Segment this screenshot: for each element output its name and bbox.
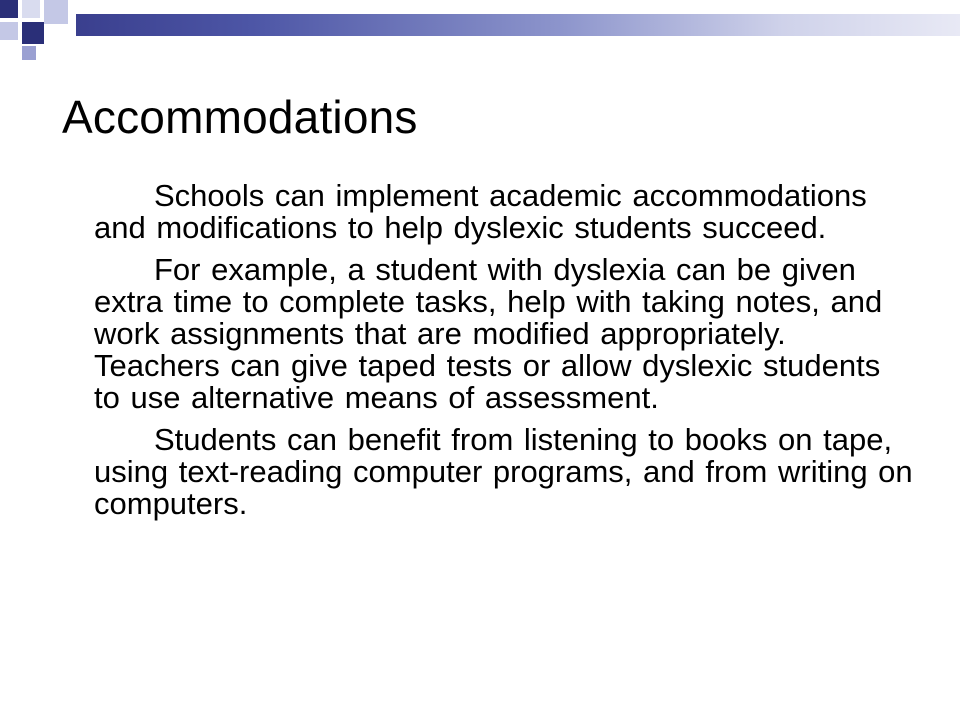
paragraph-accommodations: Schools can implement academic accommodations and modifications to help dyslexic students succeed. [94, 178, 867, 245]
decor-square-icon [22, 22, 44, 44]
decor-square-icon [0, 22, 18, 40]
slide-body [94, 180, 914, 530]
paragraph-example: For example, a student with dyslexia can be given extra time to complete tasks, help with taking notes, and work assignments that are modified appropriately. Teachers can give taped tests or allow dyslexic students to use alternative means of assessment. [94, 252, 883, 415]
decor-square-icon [0, 0, 18, 18]
decor-square-icon [44, 0, 68, 24]
slide-title: Accommodations [62, 91, 418, 143]
paragraph-benefits: Students can benefit from listening to books on tape, using text-reading computer programs, and from writing on computers. [94, 422, 913, 521]
header-gradient-bar [76, 14, 960, 36]
decor-square-icon [22, 46, 36, 60]
decor-square-icon [22, 0, 40, 18]
